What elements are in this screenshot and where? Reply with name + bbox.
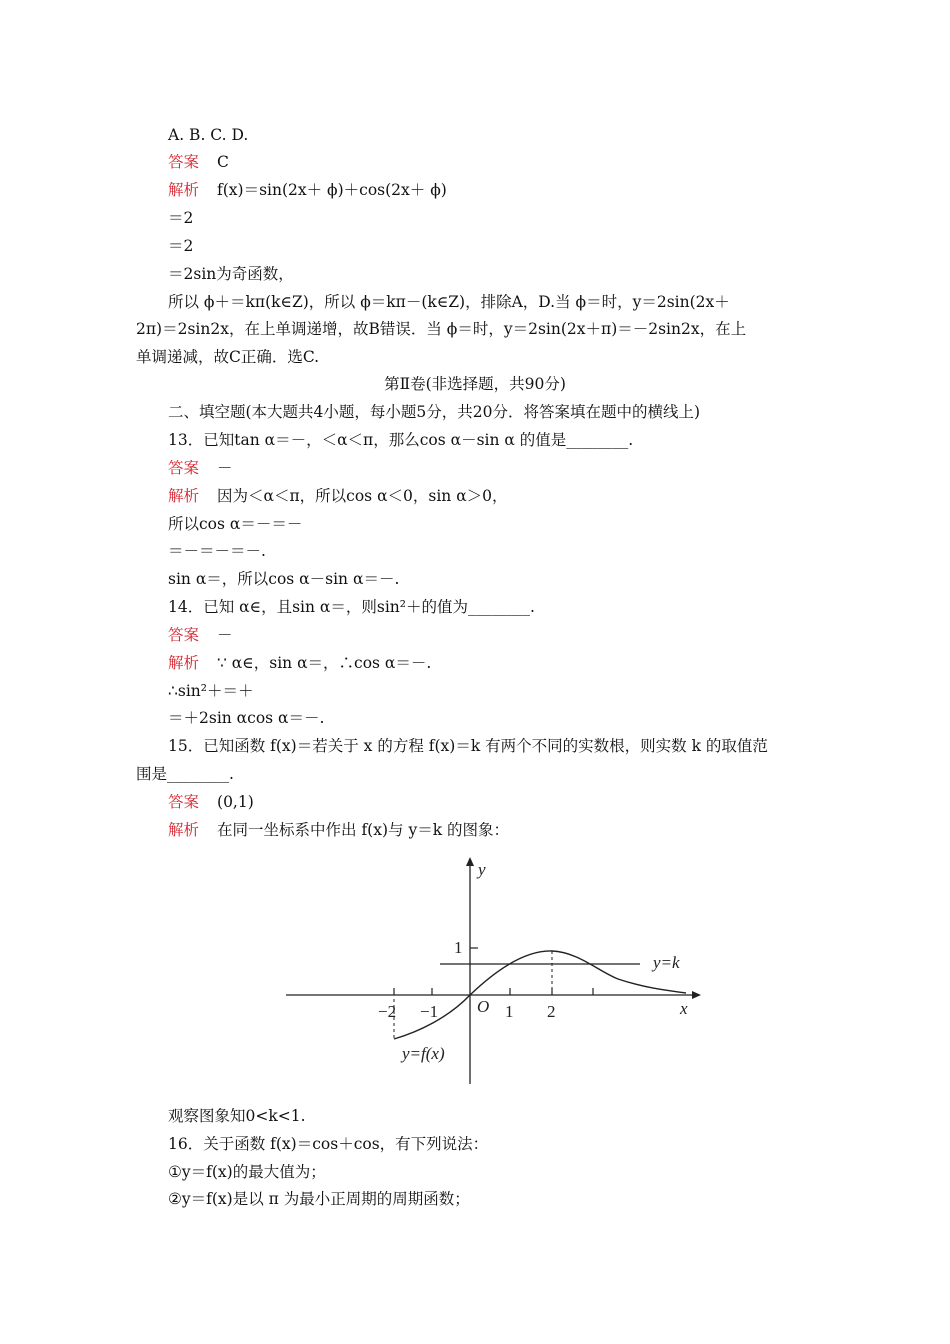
text-line: 观察图象知0<k<1. — [168, 1107, 306, 1125]
text-line: 围是________. — [136, 765, 234, 783]
question-16: 16．关于函数 f(x)＝cos＋cos，有下列说法： — [168, 1135, 489, 1153]
label-tick-x: 1 — [505, 1002, 514, 1021]
analysis-line: 解析 ∵ α∈，sin α＝，∴cos α＝－. — [168, 654, 432, 672]
answer-label: 答案 — [168, 626, 200, 644]
text-line: ＝2sin为奇函数， — [168, 265, 294, 283]
analysis-label: 解析 — [168, 181, 200, 199]
text-line: ＝＋2sin αcos α＝－. — [168, 709, 325, 727]
text-line: 单调递减，故C正确．选C. — [136, 348, 320, 366]
function-graph — [268, 848, 716, 1090]
text-line: ＝－＝－＝－. — [168, 542, 266, 560]
answer-line: 答案 － — [168, 626, 233, 644]
answer-line: 答案 C — [168, 153, 229, 171]
analysis-label: 解析 — [168, 821, 200, 839]
answer-label: 答案 — [168, 153, 200, 171]
analysis-label: 解析 — [168, 487, 200, 505]
text-line: 所以 ϕ＋＝kπ(k∈Z)，所以 ϕ＝kπ－(k∈Z)，排除A，D.当 ϕ＝时，y＝2sin(2x＋ — [168, 293, 730, 311]
text-line: sin α＝，所以cos α－sin α＝－. — [168, 570, 400, 588]
y-axis-arrow — [466, 857, 474, 866]
label-origin: O — [477, 997, 490, 1016]
label-tick-x: −2 — [378, 1002, 397, 1021]
label-x-axis: x — [680, 999, 688, 1018]
section-title: 第Ⅱ卷(非选择题，共90分) — [384, 375, 566, 393]
text-line: ＝2 — [168, 237, 194, 255]
text-line: 2π)＝2sin2x，在上单调递增，故B错误．当 ϕ＝时，y＝2sin(2x＋π)＝－2sin2x，在上 — [136, 320, 747, 338]
analysis-line: 解析 在同一坐标系中作出 f(x)与 y＝k 的图象： — [168, 821, 510, 839]
analysis-line: 解析 因为＜α＜π，所以cos α＜0，sin α＞0， — [168, 487, 508, 505]
question-15: 15．已知函数 f(x)＝若关于 x 的方程 f(x)＝k 有两个不同的实数根，则实数 k 的取值范 — [168, 737, 768, 755]
answer-label: 答案 — [168, 793, 200, 811]
answer-label: 答案 — [168, 459, 200, 477]
question-14: 14．已知 α∈，且sin α＝，则sin²＋的值为________. — [168, 598, 535, 616]
question-13: 13．已知tan α＝－，＜α＜π，那么cos α－sin α 的值是________. — [168, 431, 634, 449]
label-tick-x: 2 — [547, 1002, 556, 1021]
label-curve: y=f(x) — [402, 1044, 445, 1063]
label-tick-y: 1 — [454, 938, 463, 957]
label-y-axis: y — [478, 860, 486, 879]
text-line: ＝2 — [168, 209, 194, 227]
text-line: 所以cos α＝－＝－ — [168, 515, 303, 533]
section-heading: 二、填空题(本大题共4小题，每小题5分，共20分．将答案填在题中的横线上) — [168, 403, 701, 421]
answer-line: 答案 － — [168, 459, 233, 477]
text-line: ∴sin²＋＝＋ — [168, 682, 254, 700]
answer-line: 答案 (0,1) — [168, 793, 254, 811]
label-tick-x: −1 — [420, 1002, 439, 1021]
options-line: A. B. C. D. — [168, 126, 249, 144]
analysis-label: 解析 — [168, 654, 200, 672]
statement-2: ②y＝f(x)是以 π 为最小正周期的周期函数； — [168, 1190, 470, 1208]
statement-1: ①y＝f(x)的最大值为； — [168, 1163, 326, 1181]
x-axis-arrow — [692, 991, 701, 999]
analysis-line: 解析 f(x)＝sin(2x＋ ϕ)＋cos(2x＋ ϕ) — [168, 181, 447, 199]
label-line: y=k — [653, 953, 680, 972]
